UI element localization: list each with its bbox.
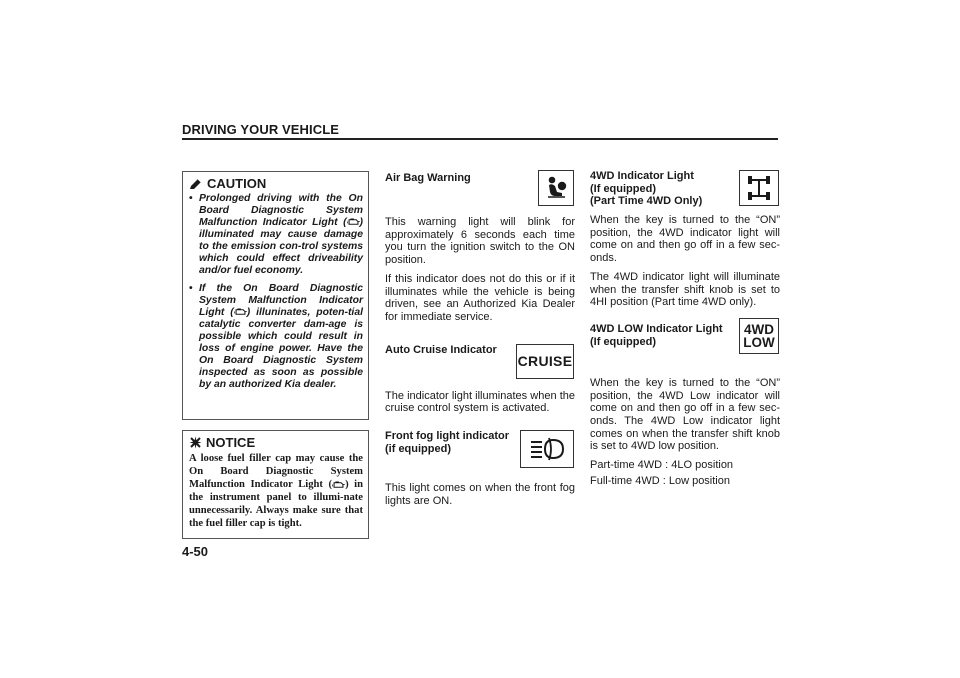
4wd-low-icon-line-2: LOW xyxy=(743,334,775,350)
cruise-section xyxy=(385,344,575,380)
4wd-low-title-1: 4WD LOW Indicator Light xyxy=(590,322,723,335)
4wd-section xyxy=(590,170,780,210)
cruise-paragraph: The indicator light illuminates when the cruise control system is activated. xyxy=(385,389,575,415)
foglight-icon-box xyxy=(520,430,574,468)
4wd-title-3: (Part Time 4WD Only) xyxy=(590,195,703,208)
cruise-icon-label: CRUISE xyxy=(517,352,573,369)
airbag-section xyxy=(385,170,575,208)
check-engine-icon xyxy=(332,481,345,489)
4wd-title-1: 4WD Indicator Light xyxy=(590,170,694,182)
4wd-low-paragraph-2: Part-time 4WD : 4LO position xyxy=(590,459,734,472)
caution-list xyxy=(189,193,363,391)
4wd-paragraph-2: The 4WD indicator light will illuminate when the transfer shift knob is set to 4HI position (Part time 4WD only). xyxy=(590,270,780,309)
4wd-low-section xyxy=(590,323,780,369)
page-header-title: DRIVING YOUR VEHICLE xyxy=(182,122,340,137)
page-number: 4-50 xyxy=(182,544,209,559)
notice-title-row xyxy=(189,435,363,450)
foglight-title-2: (if equipped) xyxy=(385,442,451,455)
notice-text-before: A loose fuel filler cap may cause the On Board Diagnostic System Malfunction Indicator Light ( xyxy=(189,453,363,491)
middle-column xyxy=(385,170,575,513)
fog-light-icon xyxy=(527,436,567,462)
4wd-low-paragraph-1: When the key is turned to the “ON” position, the 4WD Low indicator will come on and then go off in a few sec-onds. The 4WD Low indicator light comes on when the transfer shift knob is set to 4WD low position. xyxy=(590,376,780,453)
caution-item-2-text-after: ) illuninates, poten-tial catalytic converter dam-age is possible which could result in loss of engine power. Have the On Board Diagnostic System inspected as soon as possible by an authorized Kia dealer. xyxy=(199,307,363,390)
airbag-icon-box xyxy=(538,170,574,206)
4wd-low-icon-box xyxy=(739,318,779,354)
foglight-title-1: Front fog light indicator xyxy=(385,430,510,443)
airbag-paragraph-1: This warning light will blink for approximately 6 seconds each time you turn the ignition switch to the ON position. xyxy=(385,216,575,267)
caution-item-2 xyxy=(189,283,363,391)
foglight-paragraph: This light comes on when the front fog lights are ON. xyxy=(385,482,575,507)
caution-title-row xyxy=(189,176,363,191)
caution-item-1-text-before: Prolonged driving with the On Board Diagnostic System Malfunction Indicator Light ( xyxy=(199,193,363,228)
airbag-title: Air Bag Warning xyxy=(385,172,471,184)
4wd-low-paragraph-3: Full-time 4WD : Low position xyxy=(590,474,730,487)
header-rule xyxy=(182,138,778,140)
cruise-icon-box xyxy=(516,344,574,379)
pencil-icon xyxy=(189,178,203,190)
check-engine-icon xyxy=(234,308,247,316)
caution-item-2-text-before: If the On Board Diagnostic System Malfunction Indicator Light ( xyxy=(199,283,363,318)
notice-box xyxy=(182,430,369,539)
notice-text xyxy=(189,452,363,531)
cross-star-icon xyxy=(189,436,202,449)
4wd-low-icon-line-1: 4WD xyxy=(744,321,774,337)
cruise-title: Auto Cruise Indicator xyxy=(385,343,497,356)
caution-box xyxy=(182,171,369,420)
caution-item-1-text-after: ) illuminated may cause damage to the emission con-trol systems which could effect driveability and/or fuel economy. xyxy=(199,217,363,276)
4wd-title-2: (If equipped) xyxy=(590,182,656,195)
4wd-drivetrain-icon xyxy=(744,174,774,202)
notice-text-after: ) in the instrument panel to illumi-nate unnecessarily. Always make sure that the fuel filler cap is tight. xyxy=(189,479,363,530)
caution-item-1 xyxy=(189,193,363,277)
check-engine-icon xyxy=(347,218,360,226)
4wd-low-title-2: (If equipped) xyxy=(590,335,656,348)
notice-title: NOTICE xyxy=(206,435,256,450)
foglight-section xyxy=(385,430,575,472)
airbag-icon xyxy=(543,175,569,201)
caution-title: CAUTION xyxy=(207,176,267,191)
4wd-paragraph-1: When the key is turned to the “ON” position, the 4WD indicator light will come on and then go off in a few sec-onds. xyxy=(590,214,780,265)
4wd-icon-box xyxy=(739,170,779,206)
airbag-paragraph-2: If this indicator does not do this or if it illuminates while the vehicle is being driven, see an Authorized Kia Dealer for immediate service. xyxy=(385,272,575,323)
right-column xyxy=(590,170,780,494)
